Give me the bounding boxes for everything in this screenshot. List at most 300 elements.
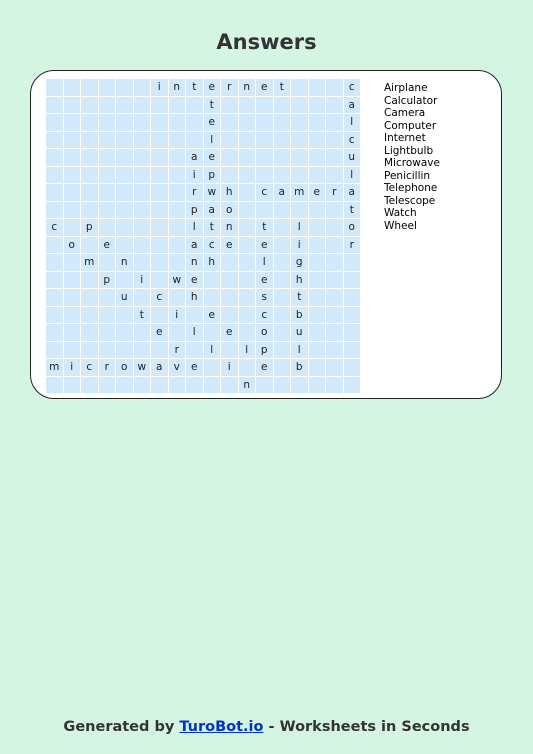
grid-cell (186, 114, 203, 131)
grid-cell (169, 97, 186, 114)
grid-cell (344, 377, 361, 394)
grid-cell (81, 377, 98, 394)
grid-cell: n (239, 377, 256, 394)
grid-cell (64, 342, 81, 359)
grid-cell (64, 307, 81, 324)
grid-cell (256, 202, 273, 219)
grid-cell (64, 219, 81, 236)
grid-cell (116, 324, 133, 341)
grid-cell (344, 359, 361, 376)
grid-cell (326, 132, 343, 149)
grid-cell: h (221, 184, 238, 201)
grid-cell: u (116, 289, 133, 306)
grid-cell (221, 342, 238, 359)
grid-cell: a (204, 202, 221, 219)
footer (0, 719, 533, 735)
grid-cell (326, 202, 343, 219)
word-list-item: Telescope (384, 194, 436, 207)
grid-cell (239, 202, 256, 219)
grid-cell (221, 97, 238, 114)
grid-cell (274, 307, 291, 324)
grid-cell (274, 114, 291, 131)
grid-cell (99, 324, 116, 341)
grid-cell: o (64, 237, 81, 254)
grid-cell (169, 149, 186, 166)
grid-cell (99, 219, 116, 236)
grid-cell: e (186, 272, 203, 289)
grid-cell (169, 289, 186, 306)
grid-cell (291, 79, 308, 96)
grid-cell (151, 132, 168, 149)
grid-cell (186, 342, 203, 359)
grid-cell (239, 307, 256, 324)
word-list-item: Penicillin (384, 169, 431, 182)
grid-cell (116, 167, 133, 184)
grid-cell (274, 272, 291, 289)
grid-cell (169, 377, 186, 394)
grid-cell: e (309, 184, 326, 201)
grid-cell (99, 97, 116, 114)
grid-cell (291, 202, 308, 219)
grid-cell (344, 289, 361, 306)
grid-cell (221, 132, 238, 149)
grid-cell (256, 132, 273, 149)
grid-cell (309, 132, 326, 149)
grid-cell (116, 219, 133, 236)
grid-cell (151, 219, 168, 236)
grid-cell (344, 307, 361, 324)
grid-cell (64, 324, 81, 341)
grid-cell (151, 97, 168, 114)
grid-cell (239, 97, 256, 114)
grid-cell (169, 254, 186, 271)
grid-cell (274, 377, 291, 394)
grid-cell (169, 132, 186, 149)
grid-cell (64, 167, 81, 184)
grid-cell (326, 97, 343, 114)
grid-cell (99, 114, 116, 131)
word-list-item: Airplane (384, 82, 428, 94)
grid-cell (81, 149, 98, 166)
grid-cell (309, 237, 326, 254)
grid-cell (151, 237, 168, 254)
grid-cell (326, 167, 343, 184)
grid-cell (151, 149, 168, 166)
grid-cell (326, 342, 343, 359)
grid-cell (344, 272, 361, 289)
grid-cell (326, 272, 343, 289)
grid-cell (326, 79, 343, 96)
grid-cell (46, 324, 63, 341)
grid-cell (46, 202, 63, 219)
grid-cell: p (204, 167, 221, 184)
grid-cell (239, 114, 256, 131)
grid-cell (81, 272, 98, 289)
grid-cell: c (344, 132, 361, 149)
grid-cell (169, 219, 186, 236)
grid-cell (344, 324, 361, 341)
grid-cell (204, 377, 221, 394)
grid-cell (99, 184, 116, 201)
grid-cell (46, 289, 63, 306)
grid-cell (274, 237, 291, 254)
footer-suffix: - Worksheets in Seconds (268, 719, 470, 735)
grid-cell (291, 114, 308, 131)
grid-cell (274, 149, 291, 166)
grid-cell: n (169, 79, 186, 96)
grid-cell (81, 132, 98, 149)
grid-cell (326, 149, 343, 166)
grid-cell (326, 289, 343, 306)
grid-cell: e (256, 79, 273, 96)
grid-cell (151, 307, 168, 324)
grid-cell: l (186, 324, 203, 341)
grid-cell (134, 377, 151, 394)
grid-cell (81, 184, 98, 201)
grid-cell (309, 202, 326, 219)
grid-cell (309, 324, 326, 341)
grid-cell (326, 254, 343, 271)
grid-cell (239, 289, 256, 306)
grid-cell: c (344, 79, 361, 96)
grid-cell (99, 289, 116, 306)
grid-cell (134, 132, 151, 149)
grid-cell: o (116, 359, 133, 376)
grid-cell: l (344, 167, 361, 184)
grid-cell: o (256, 324, 273, 341)
grid-cell: g (291, 254, 308, 271)
grid-cell (309, 97, 326, 114)
grid-cell (134, 184, 151, 201)
grid-cell: l (239, 342, 256, 359)
grid-cell (116, 114, 133, 131)
grid-cell (81, 202, 98, 219)
grid-cell (46, 272, 63, 289)
grid-cell (99, 254, 116, 271)
grid-cell: a (344, 184, 361, 201)
grid-cell (134, 149, 151, 166)
grid-cell: i (151, 79, 168, 96)
grid-cell: e (151, 324, 168, 341)
grid-cell: e (256, 237, 273, 254)
grid-cell (46, 377, 63, 394)
grid-cell (274, 324, 291, 341)
word-list-item: Camera (384, 107, 426, 119)
grid-cell (116, 79, 133, 96)
grid-cell (256, 97, 273, 114)
grid-cell (221, 272, 238, 289)
grid-cell (151, 254, 168, 271)
grid-cell (256, 167, 273, 184)
grid-cell (99, 202, 116, 219)
grid-cell (99, 79, 116, 96)
grid-cell (204, 272, 221, 289)
grid-cell (239, 359, 256, 376)
grid-cell: a (151, 359, 168, 376)
grid-cell (239, 184, 256, 201)
grid-cell (274, 254, 291, 271)
grid-cell (116, 237, 133, 254)
grid-cell (186, 132, 203, 149)
grid-cell (151, 342, 168, 359)
grid-cell (344, 342, 361, 359)
page-title: Answers (216, 30, 317, 54)
grid-cell: w (169, 272, 186, 289)
grid-cell (326, 307, 343, 324)
grid-cell: v (169, 359, 186, 376)
grid-cell: e (256, 272, 273, 289)
grid-cell (64, 132, 81, 149)
grid-cell: r (99, 359, 116, 376)
grid-cell: t (344, 202, 361, 219)
grid-cell (64, 114, 81, 131)
grid-cell (64, 97, 81, 114)
grid-cell: o (344, 219, 361, 236)
grid-cell (46, 184, 63, 201)
grid-cell (81, 79, 98, 96)
grid-cell: o (221, 202, 238, 219)
grid-cell (64, 79, 81, 96)
grid-cell (239, 132, 256, 149)
grid-cell (239, 167, 256, 184)
grid-cell (309, 307, 326, 324)
grid-cell (186, 377, 203, 394)
grid-cell (116, 272, 133, 289)
grid-cell: c (256, 184, 273, 201)
grid-cell (151, 377, 168, 394)
grid-cell: l (204, 342, 221, 359)
grid-cell (169, 184, 186, 201)
grid-cell (204, 359, 221, 376)
grid-cell (326, 114, 343, 131)
grid-cell: n (186, 254, 203, 271)
grid-cell (46, 167, 63, 184)
grid-cell (134, 254, 151, 271)
grid-cell: l (256, 254, 273, 271)
grid-cell: e (221, 324, 238, 341)
grid-cell (309, 342, 326, 359)
grid-cell: p (186, 202, 203, 219)
grid-cell (274, 359, 291, 376)
grid-cell (186, 97, 203, 114)
grid-cell: t (256, 219, 273, 236)
grid-cell (309, 359, 326, 376)
grid-cell: e (204, 114, 221, 131)
grid-cell (309, 149, 326, 166)
grid-cell (81, 97, 98, 114)
grid-cell: t (204, 97, 221, 114)
grid-cell (99, 149, 116, 166)
grid-cell (169, 167, 186, 184)
grid-cell: h (204, 254, 221, 271)
grid-cell: t (291, 289, 308, 306)
grid-cell: m (81, 254, 98, 271)
grid-cell: e (186, 359, 203, 376)
grid-cell (309, 219, 326, 236)
grid-cell (46, 254, 63, 271)
grid-cell (151, 272, 168, 289)
grid-cell (309, 79, 326, 96)
grid-cell (239, 272, 256, 289)
grid-cell: r (344, 237, 361, 254)
grid-cell: u (291, 324, 308, 341)
grid-cell (81, 167, 98, 184)
word-list-item: Microwave (384, 157, 440, 169)
grid-cell (239, 219, 256, 236)
grid-cell (134, 219, 151, 236)
grid-cell (46, 307, 63, 324)
grid-cell (169, 324, 186, 341)
grid-cell: l (186, 219, 203, 236)
grid-cell (64, 254, 81, 271)
grid-cell (274, 342, 291, 359)
grid-cell (326, 237, 343, 254)
grid-cell: a (186, 237, 203, 254)
grid-cell (99, 132, 116, 149)
grid-cell: p (99, 272, 116, 289)
grid-cell: r (221, 79, 238, 96)
grid-cell: e (204, 149, 221, 166)
grid-cell (64, 149, 81, 166)
grid-cell: i (186, 167, 203, 184)
grid-cell (274, 97, 291, 114)
grid-cell (46, 237, 63, 254)
answer-panel (30, 70, 502, 399)
grid-cell: i (134, 272, 151, 289)
grid-cell (309, 114, 326, 131)
word-search-grid (46, 79, 360, 393)
grid-cell: w (134, 359, 151, 376)
grid-cell (291, 149, 308, 166)
grid-cell (151, 184, 168, 201)
grid-cell (81, 307, 98, 324)
grid-cell (204, 289, 221, 306)
grid-cell (256, 377, 273, 394)
grid-cell (116, 202, 133, 219)
grid-cell (81, 342, 98, 359)
grid-cell: p (256, 342, 273, 359)
grid-cell (291, 132, 308, 149)
grid-cell (134, 202, 151, 219)
grid-cell: i (221, 359, 238, 376)
grid-cell (169, 237, 186, 254)
grid-cell (64, 184, 81, 201)
grid-cell: c (46, 219, 63, 236)
grid-cell (309, 272, 326, 289)
grid-cell (221, 307, 238, 324)
grid-cell: l (291, 219, 308, 236)
grid-cell (46, 132, 63, 149)
grid-cell: c (256, 307, 273, 324)
grid-cell: a (344, 97, 361, 114)
grid-cell (221, 254, 238, 271)
grid-cell (151, 167, 168, 184)
grid-cell (204, 324, 221, 341)
grid-cell (99, 167, 116, 184)
grid-cell (291, 97, 308, 114)
grid-cell (221, 377, 238, 394)
grid-cell: l (204, 132, 221, 149)
grid-cell (134, 97, 151, 114)
grid-cell: l (344, 114, 361, 131)
grid-cell: n (221, 219, 238, 236)
grid-cell (134, 114, 151, 131)
word-list-item: Telephone (384, 182, 438, 194)
grid-cell (239, 324, 256, 341)
grid-cell: e (256, 359, 273, 376)
grid-cell (274, 289, 291, 306)
grid-cell (64, 202, 81, 219)
grid-cell (221, 149, 238, 166)
grid-cell (326, 324, 343, 341)
grid-cell (151, 114, 168, 131)
grid-cell: h (291, 272, 308, 289)
grid-cell: e (204, 307, 221, 324)
grid-cell (221, 114, 238, 131)
grid-cell: h (186, 289, 203, 306)
grid-cell (81, 114, 98, 131)
grid-cell (309, 167, 326, 184)
grid-cell (116, 307, 133, 324)
grid-cell (274, 219, 291, 236)
word-list (384, 82, 440, 232)
grid-cell: b (291, 359, 308, 376)
grid-cell: t (204, 219, 221, 236)
grid-cell (239, 149, 256, 166)
grid-cell: n (116, 254, 133, 271)
grid-cell (169, 202, 186, 219)
grid-cell: b (291, 307, 308, 324)
grid-cell (116, 149, 133, 166)
word-list-item: Computer (384, 119, 437, 132)
grid-cell (274, 202, 291, 219)
turobot-link[interactable]: TuroBot.io (179, 719, 264, 735)
grid-cell (116, 97, 133, 114)
grid-cell: c (204, 237, 221, 254)
grid-cell (134, 237, 151, 254)
grid-cell: t (134, 307, 151, 324)
grid-cell (221, 167, 238, 184)
grid-cell: t (274, 79, 291, 96)
footer-prefix: Generated by (63, 719, 175, 735)
word-list-item: Lightbulb (384, 144, 434, 157)
grid-cell (134, 324, 151, 341)
grid-cell: e (99, 237, 116, 254)
grid-cell: i (64, 359, 81, 376)
grid-cell (99, 377, 116, 394)
grid-cell (46, 149, 63, 166)
grid-cell: e (204, 79, 221, 96)
grid-cell (291, 377, 308, 394)
grid-cell: i (291, 237, 308, 254)
grid-cell (326, 377, 343, 394)
grid-cell (239, 254, 256, 271)
grid-cell (64, 289, 81, 306)
grid-cell (326, 359, 343, 376)
grid-cell: a (274, 184, 291, 201)
grid-cell (46, 79, 63, 96)
grid-cell (344, 254, 361, 271)
word-list-item: Internet (384, 132, 426, 144)
grid-cell (239, 237, 256, 254)
grid-cell: s (256, 289, 273, 306)
grid-cell: a (186, 149, 203, 166)
grid-cell: m (291, 184, 308, 201)
grid-cell (134, 289, 151, 306)
word-list-item: Calculator (384, 94, 438, 107)
grid-cell (309, 254, 326, 271)
grid-cell (81, 289, 98, 306)
